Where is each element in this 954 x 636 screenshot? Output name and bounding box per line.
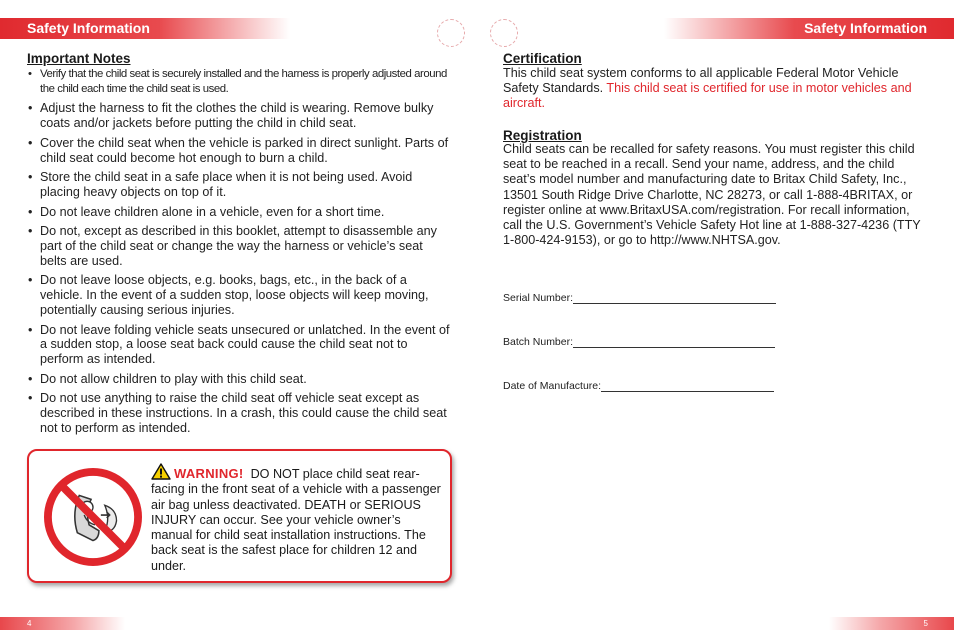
list-item: • Store the child seat in a safe place when it is not being used. Avoid placing heavy objects on top of it.: [27, 170, 452, 199]
right-page-number: 5: [923, 619, 928, 628]
right-page-header: [664, 18, 954, 39]
list-item: • Do not use anything to raise the child seat off vehicle seat except as described in these instructions. In a crash, this could cause the child seat not to perform as intended.: [27, 391, 452, 435]
registration-mark-left: [437, 19, 465, 47]
warning-label: WARNING!: [174, 466, 244, 481]
list-item: • Adjust the harness to fit the clothes the child is wearing. Remove bulky coats and/or jackets before putting the child in child seat.: [27, 101, 452, 130]
list-item: • Cover the child seat when the vehicle is parked in direct sunlight. Parts of child seat could become hot enough to burn a child.: [27, 136, 452, 165]
warning-triangle-icon: [151, 463, 171, 480]
certification-text: [503, 66, 928, 112]
warning-body: DO NOT place child seat rear-facing in the front seat of a vehicle with a passenger air bag unless deactivated. DEATH or SERIOUS INJURY can occur. See your vehicle owner’s manual for child seat installation instructions. The back seat is the safest place for children 12 and under.: [151, 467, 441, 573]
registration-heading: Registration: [503, 128, 582, 143]
list-item: • Do not leave loose objects, e.g. books, bags, etc., in the back of a vehicle. In the event of a sudden stop, loose objects will keep moving, potentially causing serious injuries.: [27, 273, 452, 317]
date-of-manufacture-field[interactable]: [503, 380, 774, 392]
left-page-number: 4: [27, 619, 32, 628]
no-rear-facing-airbag-icon: [44, 468, 142, 566]
list-item: • Do not leave folding vehicle seats unsecured or unlatched. In the event of a sudden stop, a loose seat back could cause the child seat not to perform as intended.: [27, 323, 452, 367]
serial-number-label: Serial Number:: [503, 292, 574, 304]
batch-number-label: Batch Number:: [503, 336, 574, 348]
airbag-warning-box: [27, 449, 452, 583]
list-item: • Verify that the child seat is securely installed and the harness is properly adjusted around the child each time the child seat is used.: [27, 67, 452, 96]
right-header-title: Safety Information: [804, 20, 927, 36]
right-page-footer: [829, 617, 954, 630]
date-of-manufacture-line[interactable]: [601, 382, 774, 392]
left-page-header: [0, 18, 290, 39]
registration-mark-right: [490, 19, 518, 47]
left-header-title: Safety Information: [27, 20, 150, 36]
date-of-manufacture-label: Date of Manufacture:: [503, 380, 602, 392]
serial-number-line[interactable]: [573, 294, 776, 304]
registration-text: Child seats can be recalled for safety reasons. You must register this child seat to be reached in a recall. Send your name, address, and the child seat’s model number and manufacturing date to Britax Child Safety, Inc., 13501 South Ridge Drive Charlotte, NC 28273, or call 1-888-4BRITAX, or register online at www.BritaxUSA.com/registration. For recall information, call the U.S. Government’s Vehicle Safety Hot line at 1-888-327-4236 (TTY 1-800-424-9153), or go to http://www.NHTSA.gov.: [503, 142, 921, 248]
list-item: • Do not leave children alone in a vehicle, even for a short time.: [27, 205, 452, 220]
certification-statement: This child seat system conforms to all applicable Federal Motor Vehicle Safety Standards.: [503, 66, 899, 96]
certification-highlight: This child seat is certified for use in motor vehicles and aircraft.: [503, 81, 912, 111]
batch-number-line[interactable]: [573, 338, 775, 348]
list-item: • Do not, except as described in this booklet, attempt to disassemble any part of the child seat or change the way the harness or vehicle’s seat belts are used.: [27, 224, 452, 268]
left-page-footer: [0, 617, 125, 630]
batch-number-field[interactable]: [503, 336, 775, 348]
warning-text: [151, 463, 443, 574]
list-item: • Do not allow children to play with this child seat.: [27, 372, 452, 387]
certification-heading: Certification: [503, 51, 582, 66]
important-notes-heading: Important Notes: [27, 51, 131, 66]
serial-number-field[interactable]: [503, 292, 776, 304]
important-notes-list: [27, 67, 452, 440]
